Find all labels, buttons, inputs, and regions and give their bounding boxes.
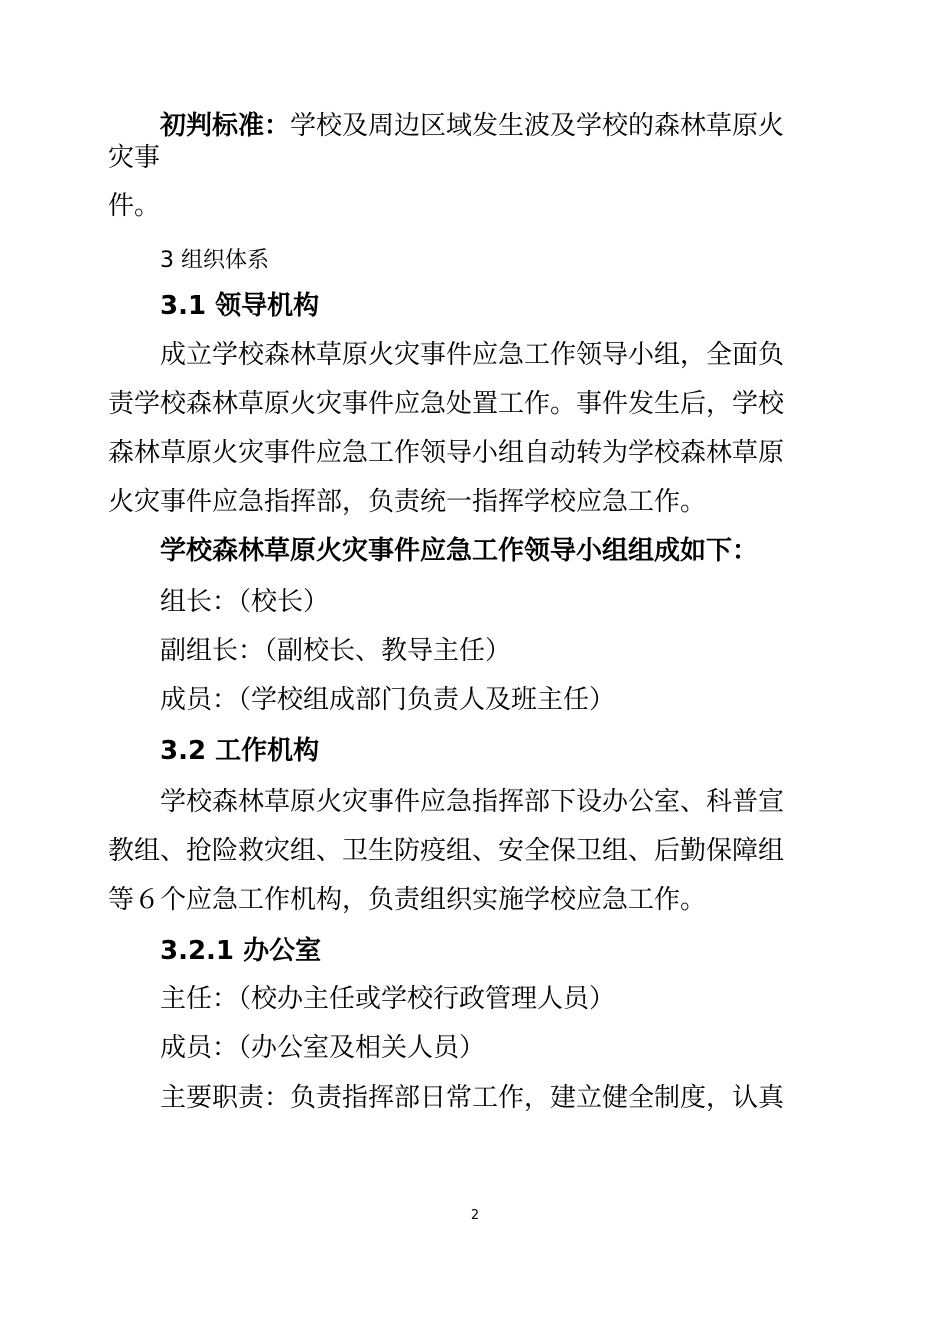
page-number: 2	[470, 1208, 480, 1223]
criteria-line-3: 件。	[108, 191, 161, 221]
s3-1-paragraph-line: 责学校森林草原火灾事件应急处置工作。事件发生后，学校	[108, 389, 785, 419]
office-members-line: 成员：（办公室及相关人员）	[160, 1033, 486, 1063]
criteria-line-2: 灾事	[108, 143, 161, 173]
deputy-leader-line: 副组长：（副校长、教导主任）	[160, 636, 512, 666]
section-3-2-1-heading: 3.2.1 办公室	[160, 936, 322, 966]
leader-line: 组长：（校长）	[160, 587, 330, 617]
section-3-1-heading: 3.1 领导机构	[160, 291, 320, 321]
composition-heading: 学校森林草原火灾事件应急工作领导小组组成如下：	[160, 536, 759, 566]
criteria-text: 学校及周边区域发生波及学校的森林草原火	[290, 111, 785, 141]
criteria-label: 初判标准：	[160, 111, 291, 141]
section-3-heading: 3 组织体系	[160, 248, 269, 273]
director-line: 主任：（校办主任或学校行政管理人员）	[160, 984, 616, 1014]
members-line: 成员：（学校组成部门负责人及班主任）	[160, 685, 616, 715]
duties-line: 主要职责：负责指挥部日常工作，建立健全制度，认真	[160, 1083, 785, 1113]
s3-1-paragraph-line: 成立学校森林草原火灾事件应急工作领导小组，全面负	[160, 340, 785, 370]
section-3-2-heading: 3.2 工作机构	[160, 736, 320, 766]
s3-2-paragraph-line: 等６个应急工作机构，负责组织实施学校应急工作。	[108, 885, 707, 915]
s3-2-paragraph-line: 学校森林草原火灾事件应急指挥部下设办公室、科普宣	[160, 787, 785, 817]
s3-1-paragraph-line: 森林草原火灾事件应急工作领导小组自动转为学校森林草原	[108, 438, 785, 468]
s3-1-paragraph-line: 火灾事件应急指挥部，负责统一指挥学校应急工作。	[108, 487, 707, 517]
criteria-line-1	[160, 110, 840, 142]
s3-2-paragraph-line: 教组、抢险救灾组、卫生防疫组、安全保卫组、后勤保障组	[108, 836, 785, 866]
